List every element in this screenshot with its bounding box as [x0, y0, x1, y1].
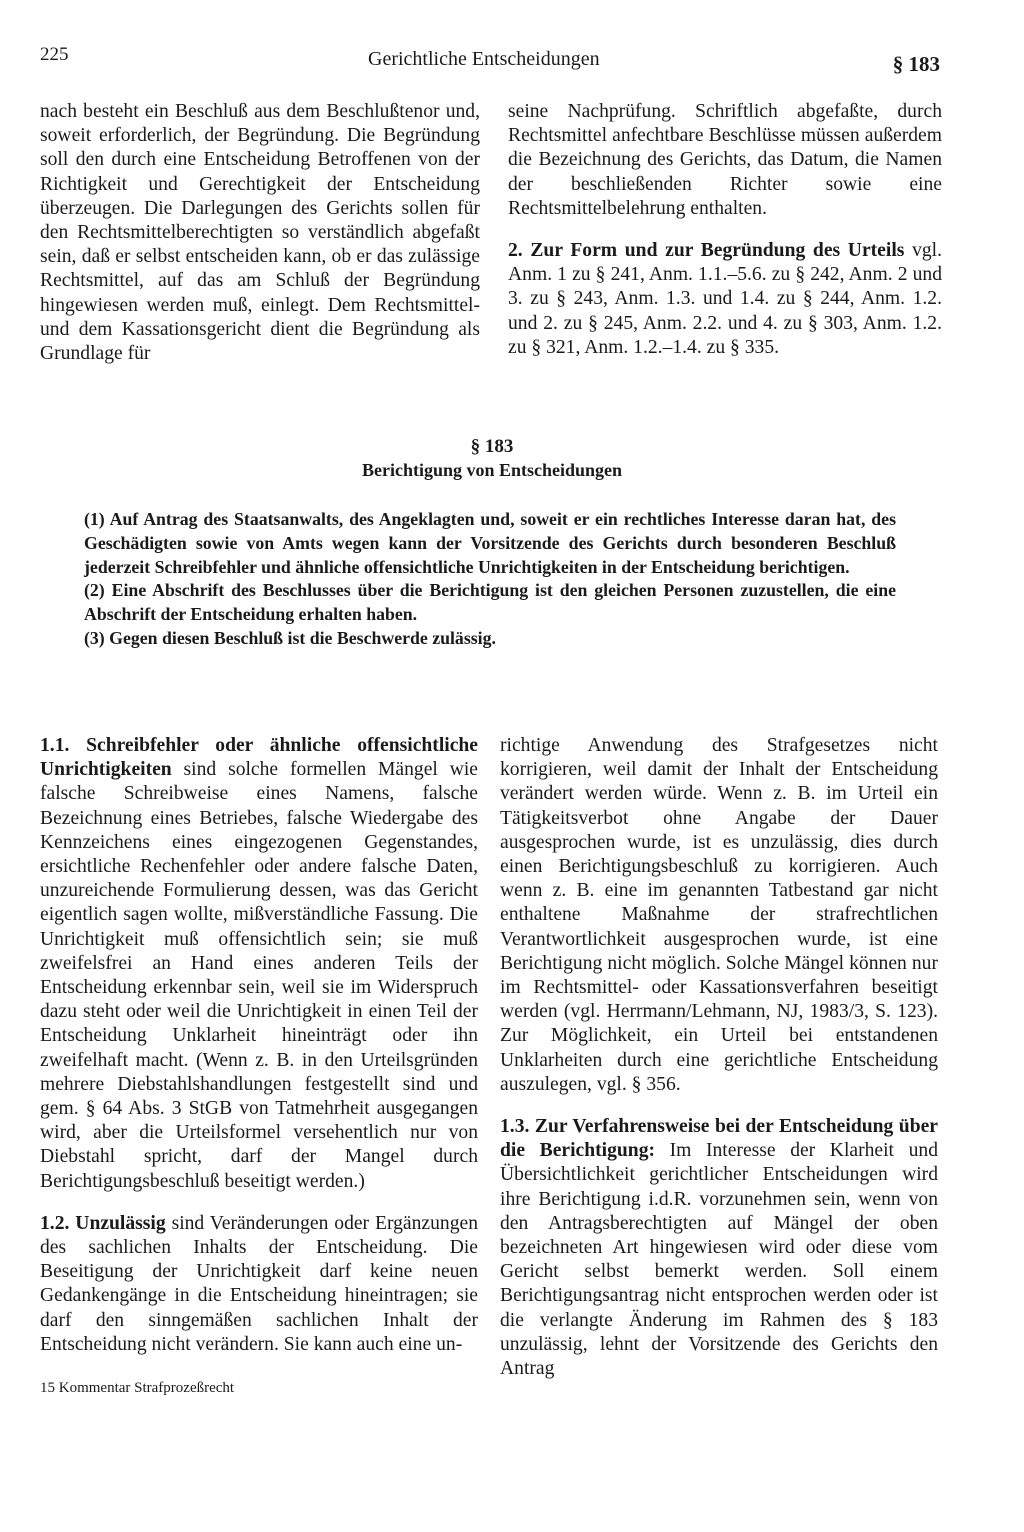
statute-title: Berichtigung von Entscheidungen: [361, 460, 623, 480]
paragraph-text: vgl. Anm. 1 zu § 241, Anm. 1.1.–5.6. zu § 242, Anm. 2 und 3. zu § 243, Anm. 1.3. und 1.4. zu § 244, Anm. 1.2. und 2. zu § 245, Anm. 2.2. und 4. zu § 303, Anm. 1.2. zu § 321, Anm. 1.2.–1.4. zu § 335.: [508, 240, 943, 358]
paragraph-heading: 1.2. Unzulässig: [40, 1212, 166, 1234]
paragraph-heading: 1.1. Schreibfehler oder ähnliche offensichtliche Unrichtigkeiten: [40, 735, 478, 781]
bottom-right-column: [500, 734, 938, 1381]
commentary-1-1: [40, 734, 478, 1194]
top-left-column: [40, 100, 480, 366]
bottom-left-column: [40, 734, 478, 1357]
statute-number: § 183: [470, 436, 514, 457]
paragraph-text: sind Veränderungen oder Ergänzungen des sachlichen Inhalts der Entscheidung. Die Beseitigung der Unrichtigkeit darf keine neuen Gedankengänge in die Entscheidung hineintragen; sie darf den sinngemäßen sachlichen Inhalt der Entscheidung nicht verändern. Sie kann auch eine un-: [40, 1212, 478, 1355]
paragraph-text: Im Interesse der Klarheit und Übersichtlichkeit gerichtlicher Entscheidungen wird ihre Berichtigung i.d.R. vorzunehmen sein, wenn von den Antragsberechtigten auf Mängel der oben bezeichneten Art hingewiesen wird oder diese vom Gericht selbst bemerkt werden. Soll einem Berichtigungsantrag nicht entsprochen werden oder ist die verlangte Änderung im Rahmen des § 183 unzulässig, lehnt der Vorsitzende des Gerichts den Antrag: [500, 1140, 938, 1380]
running-title: Gerichtliche Entscheidungen: [368, 48, 600, 70]
commentary-1-3: [500, 1115, 938, 1381]
commentary-1-2-continued: richtige Anwendung des Strafgesetzes nicht korrigieren, weil damit der Inhalt der Entscheidung verändert werden würde. Wenn z. B. im Urteil ein Tätigkeitsverbot ohne Angabe der Dauer ausgesprochen wurde, ist es unzulässig, dies durch einen Berichtigungsbeschluß zu korrigieren. Auch wenn z. B. eine im genannten Tatbestand gar nicht enthaltene Maßnahme der strafrechtlichen Verantwortlichkeit ausgesprochen wurde, ist eine Berichtigung nicht möglich. Solche Mängel können nur im Rechtsmittel- oder Kassationsverfahren beseitigt werden (vgl. Herrmann/Lehmann, NJ, 1983/3, S. 123). Zur Möglichkeit, ein Urteil bei entstandenen Unklarheiten durch eine gerichtliche Entscheidung auszulegen, vgl. § 356.: [500, 735, 938, 1095]
statute-paragraph-2: (2) Eine Abschrift des Beschlusses über die Berichtigung ist den gleichen Personen zuzustellen, die eine Abschrift der Entscheidung erhalten haben.: [84, 580, 896, 625]
section-marker: § 183: [892, 52, 940, 76]
paragraph-text: sind solche formellen Mängel wie falsche Schreibweise eines Namens, falsche Bezeichnung eines Betriebes, falsche Wiedergabe des Kennzeichens eines eingezogenen Gegenstandes, ersichtliche Rechenfehler oder andere falsche Daten, unzureichende Formulierung dessen, was das Gericht eigentlich sagen wollte, mißverständliche Fassung. Die Unrichtigkeit muß offensichtlich sein; sie muß zweifelsfrei an Hand eines anderen Teils der Entscheidung erkennbar sein, weil sie im Widerspruch dazu steht oder weil die Unrichtigkeit in einen Teil der Entscheidung Unklarheit hineinträgt oder ihn zweifelhaft macht. (Wenn z. B. in den Urteilsgründen mehrere Diebstahlshandlungen festgestellt sind und gem. § 64 Abs. 3 StGB von Tatmehrheit ausgegangen wird, aber die Urteilsformel versehentlich nur von Diebstahl spricht, darf der Mangel durch Berichtigungsbeschluß beseitigt werden.): [40, 759, 478, 1192]
statute-paragraph-3: (3) Gegen diesen Beschluß ist die Beschwerde zulässig.: [84, 627, 496, 648]
top-right-paragraph-2: [508, 239, 942, 360]
paragraph-heading: 1.3. Zur Verfahrensweise bei der Entscheidung über die Berichtigung:: [500, 1116, 938, 1162]
top-right-paragraph-1: seine Nachprüfung. Schriftlich abgefaßte, durch Rechtsmittel anfechtbare Beschlüsse müssen außerdem die Bezeichnung des Gerichts, das Datum, die Namen der beschließenden Richter sowie eine Rechtsmittelbelehrung enthalten.: [508, 101, 942, 219]
paragraph-heading: 2. Zur Form und zur Begründung des Urteils: [508, 240, 905, 262]
statute-text: [84, 508, 896, 651]
page-number: 225: [40, 44, 69, 65]
statute-paragraph-1: (1) Auf Antrag des Staatsanwalts, des Angeklagten und, soweit er ein rechtliches Interesse daran hat, des Geschädigten sowie von Amts wegen kann der Vorsitzende des Gerichts durch besonderen Beschluß jederzeit Schreibfehler und ähnliche offensichtliche Unrichtigkeiten in der Entscheidung berichtigen.: [84, 509, 896, 577]
top-right-column: [508, 100, 942, 360]
footer-signature: 15 Kommentar Strafprozeßrecht: [40, 1380, 235, 1396]
top-left-paragraph: nach besteht ein Beschluß aus dem Beschlußtenor und, soweit erforderlich, der Begründung. Die Begründung soll den durch eine Entscheidung Betroffenen von der Richtigkeit und Gerechtigkeit der Entscheidung überzeugen. Die Darlegungen des Gerichts sollen für den Rechtsmittelberechtigten so verständlich abgefaßt sein, daß er selbst entscheiden kann, ob er das zulässige Rechtsmittel, auf das am Schluß der Begründung hingewiesen werden muß, einlegt. Dem Rechtsmittel- und dem Kassationsgericht dient die Begründung als Grundlage für: [40, 101, 480, 365]
commentary-1-2: [40, 1212, 478, 1357]
